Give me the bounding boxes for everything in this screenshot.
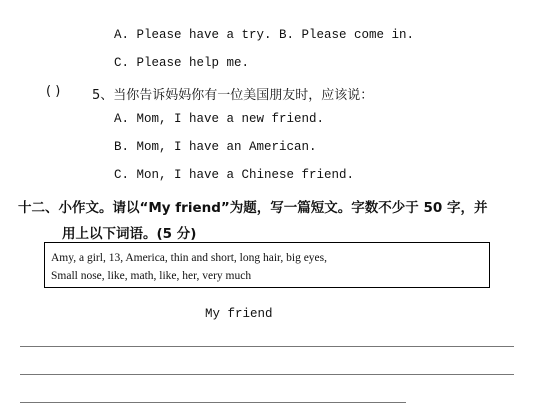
q4-option-c: C. Please help me.	[114, 56, 250, 70]
q4-option-ab: A. Please have a try. B. Please come in.	[114, 28, 415, 42]
q5-option-b: B. Mom, I have an American.	[114, 140, 317, 154]
writing-line-1[interactable]	[20, 346, 514, 347]
section12-heading-cont: 用上以下词语。(5 分)	[62, 226, 197, 242]
writing-line-2[interactable]	[20, 374, 514, 375]
writing-line-3[interactable]	[20, 402, 406, 403]
word-list-line-1: Amy, a girl, 13, America, thin and short, long hair, big eyes,	[51, 252, 328, 264]
q5-prompt: 5、当你告诉妈妈你有一位美国朋友时，应该说：	[92, 88, 374, 103]
q5-option-c: C. Mon, I have a Chinese friend.	[114, 168, 355, 182]
section12-heading: 十二、小作文。请以“My friend”为题，写一篇短文。字数不少于 50 字，并	[18, 200, 488, 216]
word-list-box	[44, 242, 490, 288]
word-list-line-2: Small nose, like, math, like, her, very much	[51, 270, 252, 282]
q5-option-a: A. Mom, I have a new friend.	[114, 112, 325, 126]
q5-answer-paren[interactable]: ( )	[46, 84, 61, 99]
essay-title: My friend	[205, 307, 273, 321]
